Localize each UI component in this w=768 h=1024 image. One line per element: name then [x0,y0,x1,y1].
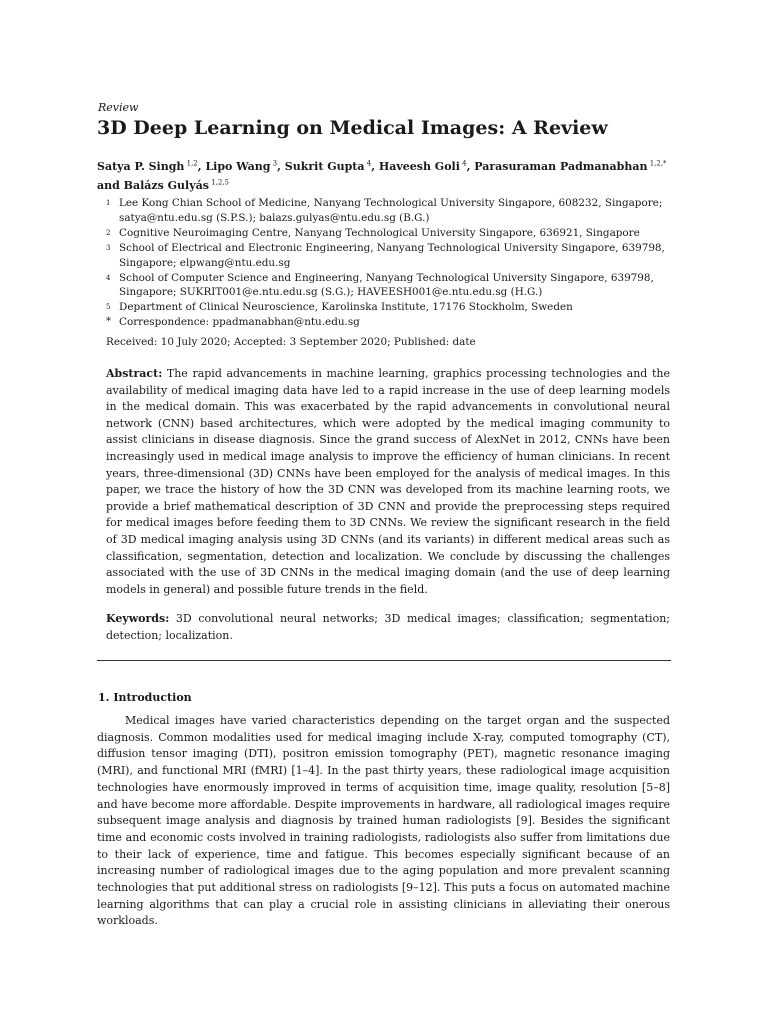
keywords-section [106,611,670,644]
correspondence-text: Correspondence: ppadmanabhan@ntu.edu.sg [119,316,360,329]
affiliation-marker: 4 [106,273,111,282]
affiliation-text: Lee Kong Chian School of Medicine, Nanyang Technological University Singapore, 608232, Singapore; satya@ntu.edu.sg (S.P.S.); balazs.gulyas@ntu.edu.sg (B.G.) [119,197,663,224]
author: and Balázs Gulyás $^{1,2,5}$ [97,178,229,193]
affiliation-text: Department of Clinical Neuroscience, Karolinska Institute, 17176 Stockholm, Sweden [119,301,573,314]
author: Satya P. Singh $^{1,2}$, [97,159,206,173]
affiliation-marker: 5 [106,303,111,312]
affiliation-marker: 1 [106,199,111,207]
affiliation-list [106,196,672,330]
introduction-heading: 1. Introduction [98,691,192,704]
affiliation-item [106,196,672,226]
author: Haveesh Goli $^4$, [378,159,475,173]
affiliation-text: School of Computer Science and Engineering, Nanyang Technological University Singapore, 639798, Singapore; SUKRIT001@e.ntu.edu.sg (S.G.); HAVEESH001@e.ntu.edu.sg (H.G.) [119,271,654,299]
paper-title: 3D Deep Learning on Medical Images: A Review [97,117,608,139]
author-list [97,155,677,194]
article-type-label: Review [98,101,139,114]
affiliation-marker: 2 [106,228,111,237]
section-divider [97,660,671,661]
affiliation-item [106,226,672,241]
publication-dates: Received: 10 July 2020; Accepted: 3 September 2020; Published: date [106,336,476,348]
keywords-text: 3D convolutional neural networks; 3D medical images; classification; segmentation; detection; localization. [106,612,670,642]
affiliation-item [106,241,672,271]
introduction-paragraph: Medical images have varied characteristics depending on the target organ and the suspected diagnosis. Common modalities used for medical imaging include X-ray, computed tomography (CT), diffusion tensor imaging (DTI), positron emission tomography (PET), magnetic resonance imaging (MRI), and functional MRI (fMRI) [1–4]. In the past thirty years, these radiological image acquisition technologies have enormously improved in terms of acquisition time, image quality, resolution [5–8] and have become more affordable. Despite improvements in hardware, all radiological images require subsequent image analysis and diagnosis by trained human radiologists [9]. Besides the significant time and economic costs involved in training radiologists, radiologists also suffer from limitations due to their lack of experience, time and fatigue. This becomes especially significant because of an increasing number of radiological images due to the aging population and more prevalent scanning technologies that put additional stress on radiologists [9–12]. This puts a focus on automated machine learning algorithms that can play a crucial role in assisting clinicians in alleviating their onerous workloads. [97,714,670,928]
abstract-section [106,366,670,598]
affiliation-marker: 3 [106,243,111,252]
author: Lipo Wang $^3$, [205,159,285,173]
abstract-label: Abstract: [106,367,163,380]
abstract-text: The rapid advancements in machine learning, graphics processing technologies and the availability of medical imaging data have led to a rapid increase in the use of deep learning models in the medical domain. This was exacerbated by the rapid advancements in convolutional neural network (CNN) based architectures, which were adopted by the medical imaging community to assist clinicians in disease diagnosis. Since the grand success of AlexNet in 2012, CNNs have been increasingly used in medical image analysis to improve the efficiency of human clinicians. In recent years, three-dimensional (3D) CNNs have been employed for the analysis of medical images. In this paper, we trace the history of how the 3D CNN was developed from its machine learning roots, we provide a brief mathematical description of 3D CNN and provide the preprocessing steps required for medical images before feeding them to 3D CNNs. We review the significant research in the field of 3D medical imaging analysis using 3D CNNs (and its variants) in different medical areas such as classification, segmentation, detection and localization. We conclude by discussing the challenges associated with the use of 3D CNNs in the medical imaging domain (and the use of deep learning models in general) and possible future trends in the field. [106,367,670,596]
affiliation-text: Cognitive Neuroimaging Centre, Nanyang Technological University Singapore, 636921, Singapore [119,226,640,239]
affiliation-text: School of Electrical and Electronic Engineering, Nanyang Technological University Singapore, 639798, Singapore; elpwang@ntu.edu.sg [119,241,665,269]
author: Sukrit Gupta $^4$, [284,159,379,173]
correspondence-item [106,315,672,330]
author: Parasuraman Padmanabhan $^{1,2,*}$ [474,159,667,173]
keywords-label: Keywords: [106,612,170,625]
affiliation-item [106,300,672,315]
affiliation-item [106,271,672,301]
correspondence-marker: * [106,316,111,328]
